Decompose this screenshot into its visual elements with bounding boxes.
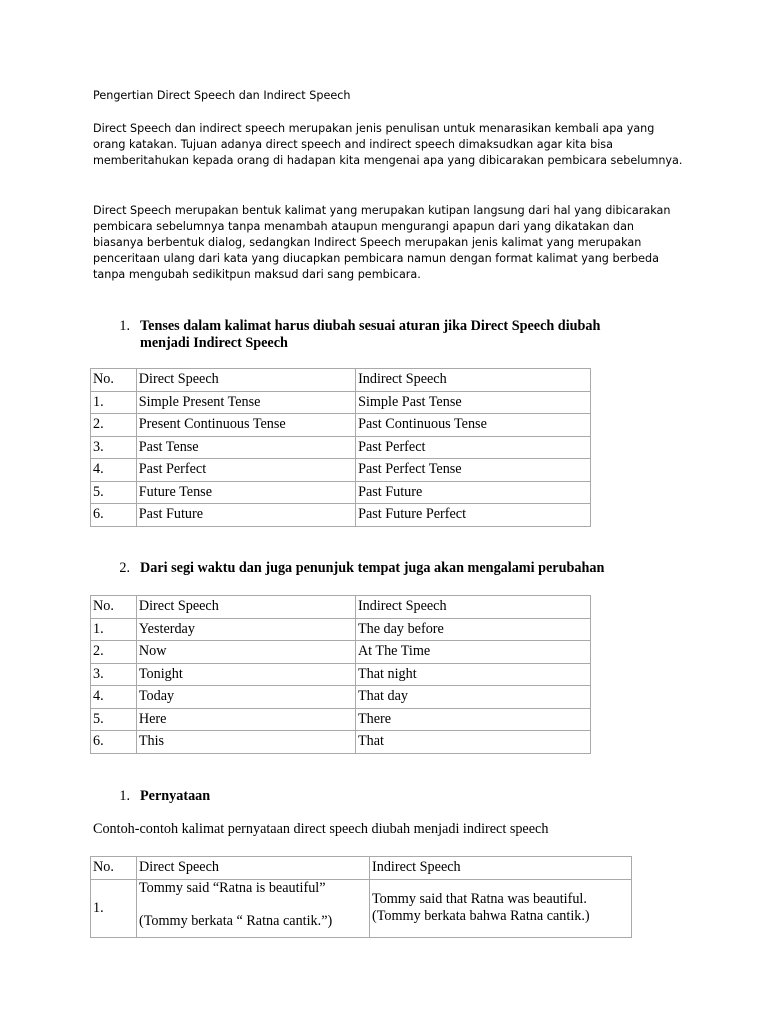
table-header-row [91, 596, 591, 619]
table-row [91, 459, 591, 482]
cell-no: 1. [91, 618, 137, 641]
header-no: No. [91, 596, 137, 619]
cell-direct: Here [136, 708, 355, 731]
cell-direct: Future Tense [136, 481, 355, 504]
cell-indirect: Past Future [356, 481, 591, 504]
cell-direct: Today [136, 686, 355, 709]
cell-no: 6. [91, 731, 137, 754]
table-row [91, 414, 591, 437]
cell-direct: Past Perfect [136, 459, 355, 482]
table-row [91, 731, 591, 754]
cell-no: 1. [91, 879, 137, 937]
direct-line1: Tommy said “Ratna is beautiful” [139, 879, 326, 896]
table-row [91, 391, 591, 414]
cell-indirect: There [355, 708, 590, 731]
table-row [91, 436, 591, 459]
section2-number: 2. [119, 560, 130, 576]
cell-direct: This [136, 731, 355, 754]
cell-direct [137, 879, 370, 937]
cell-indirect [370, 879, 632, 937]
table-row [91, 879, 632, 937]
cell-indirect: Simple Past Tense [356, 391, 591, 414]
cell-no: 5. [91, 481, 137, 504]
indirect-line2: (Tommy berkata bahwa Ratna cantik.) [372, 908, 590, 924]
section1-heading [140, 318, 680, 352]
paragraph-explanation: Direct Speech merupakan bentuk kalimat yang merupakan kutipan langsung dari hal yang dibicarakan pembicara sebelumnya tanpa menambah ataupun mengurangi apapun dari yang dikatakan dan biasanya berbentuk dialog, sedangkan Indirect Speech merupakan jenis kalimat yang merupakan penceritaan ulang dari kata yang diucapkan pembicara namun dengan format kalimat yang berbeda tanpa mengubah sedikitpun maksud dari sang pembicara. [93, 204, 671, 281]
cell-indirect: That night [355, 663, 590, 686]
header-indirect: Indirect Speech [370, 857, 632, 880]
section3-heading: Pernyataan [140, 788, 211, 804]
cell-indirect: At The Time [355, 641, 590, 664]
header-direct: Direct Speech [137, 857, 370, 880]
cell-direct: Yesterday [136, 618, 355, 641]
cell-no: 1. [91, 391, 137, 414]
document-title: Pengertian Direct Speech dan Indirect Speech [93, 89, 351, 102]
section2-heading: Dari segi waktu dan juga penunjuk tempat juga akan mengalami perubahan [140, 560, 605, 576]
time-place-table [90, 595, 591, 754]
table-row [91, 504, 591, 527]
cell-indirect: The day before [355, 618, 590, 641]
cell-no: 2. [91, 641, 137, 664]
cell-no: 6. [91, 504, 137, 527]
indirect-line1: Tommy said that Ratna was beautiful. [372, 891, 587, 907]
header-indirect: Indirect Speech [356, 369, 591, 392]
header-direct: Direct Speech [136, 596, 355, 619]
paragraph-definition: Direct Speech dan indirect speech merupakan jenis penulisan untuk menarasikan kembali apa yang orang katakan. Tujuan adanya direct speech and indirect speech dimaksudkan agar kita bisa memberitahukan kepada orang di hadapan kita mengenai apa yang dibicarakan pembicara sebelumnya. [93, 122, 683, 167]
cell-no: 4. [91, 686, 137, 709]
table-row [91, 481, 591, 504]
cell-indirect: That [355, 731, 590, 754]
cell-no: 2. [91, 414, 137, 437]
tenses-table [90, 368, 591, 527]
cell-indirect: Past Perfect Tense [356, 459, 591, 482]
header-direct: Direct Speech [136, 369, 355, 392]
cell-direct: Present Continuous Tense [136, 414, 355, 437]
cell-no: 5. [91, 708, 137, 731]
section1-heading-line2: menjadi Indirect Speech [140, 335, 288, 351]
cell-indirect: Past Continuous Tense [356, 414, 591, 437]
cell-direct: Now [136, 641, 355, 664]
table-row [91, 663, 591, 686]
header-no: No. [91, 857, 137, 880]
cell-direct: Tonight [136, 663, 355, 686]
section3-intro: Contoh-contoh kalimat pernyataan direct speech diubah menjadi indirect speech [93, 821, 549, 837]
cell-indirect: That day [355, 686, 590, 709]
section1-number: 1. [119, 318, 130, 334]
direct-line2: (Tommy berkata “ Ratna cantik.”) [139, 912, 333, 929]
cell-direct: Simple Present Tense [136, 391, 355, 414]
table-row [91, 641, 591, 664]
cell-no: 3. [91, 436, 137, 459]
cell-no: 3. [91, 663, 137, 686]
statement-table [90, 856, 632, 938]
table-header-row [91, 857, 632, 880]
cell-indirect: Past Future Perfect [356, 504, 591, 527]
cell-no: 4. [91, 459, 137, 482]
table-header-row [91, 369, 591, 392]
table-row [91, 618, 591, 641]
header-indirect: Indirect Speech [355, 596, 590, 619]
cell-indirect: Past Perfect [356, 436, 591, 459]
header-no: No. [91, 369, 137, 392]
table-row [91, 686, 591, 709]
table-row [91, 708, 591, 731]
cell-direct: Past Tense [136, 436, 355, 459]
cell-direct: Past Future [136, 504, 355, 527]
section1-heading-line1: Tenses dalam kalimat harus diubah sesuai aturan jika Direct Speech diubah [140, 318, 601, 334]
section3-number: 1. [119, 788, 130, 804]
